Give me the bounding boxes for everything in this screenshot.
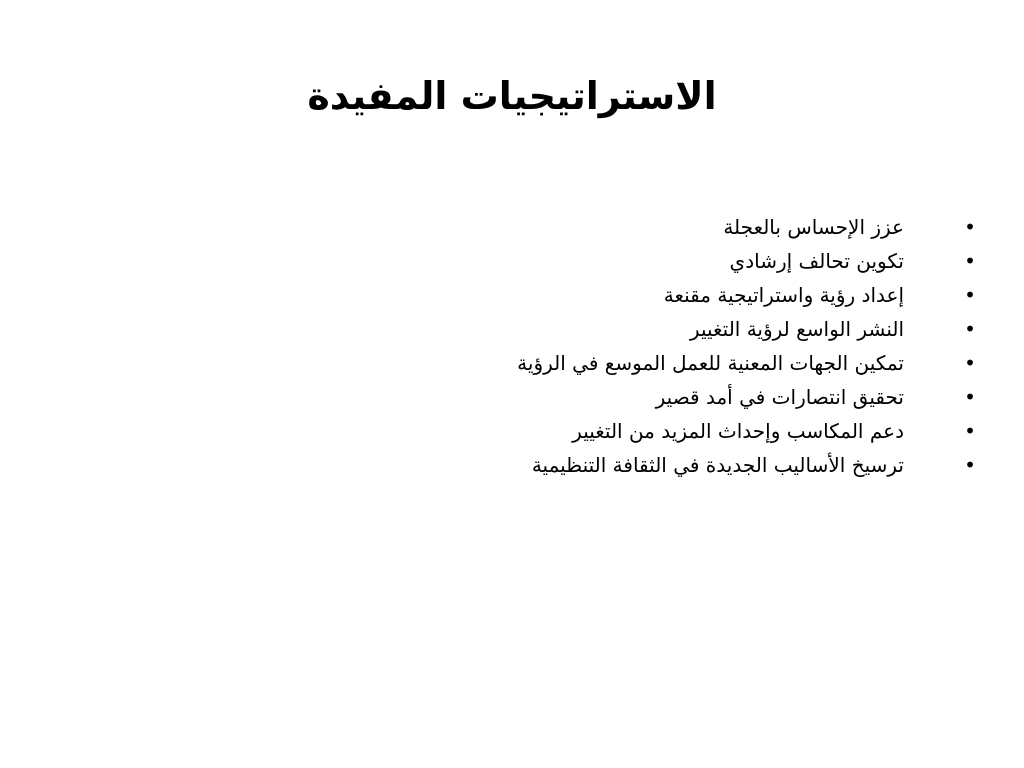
bullet-icon: •: [964, 215, 976, 239]
list-item: [60, 210, 980, 244]
bullet-icon: •: [964, 453, 976, 477]
list-item: [60, 312, 980, 346]
bullet-icon: •: [964, 317, 976, 341]
list-item-text: تحقيق انتصارات في أمد قصير: [655, 385, 904, 409]
slide-title: الاستراتيجيات المفيدة: [307, 74, 717, 118]
list-item-text: ترسيخ الأساليب الجديدة في الثقافة التنظيمية: [531, 453, 904, 477]
bullet-icon: •: [964, 351, 976, 375]
bullet-icon: •: [964, 249, 976, 273]
bullet-icon: •: [964, 385, 976, 409]
list-item: [60, 448, 980, 482]
list-item-text: إعداد رؤية واستراتيجية مقنعة: [663, 283, 904, 307]
list-item: [60, 278, 980, 312]
list-item-text: النشر الواسع لرؤية التغيير: [689, 317, 904, 341]
list-item-text: تمكين الجهات المعنية للعمل الموسع في الرؤية: [517, 351, 904, 375]
list-item: [60, 346, 980, 380]
list-item: [60, 380, 980, 414]
list-item-text: دعم المكاسب وإحداث المزيد من التغيير: [572, 419, 904, 443]
list-item-text: عزز الإحساس بالعجلة: [723, 215, 904, 239]
list-item: [60, 244, 980, 278]
list-item: [60, 414, 980, 448]
list-item-text: تكوين تحالف إرشادي: [729, 249, 904, 273]
bullet-icon: •: [964, 283, 976, 307]
bullet-list: [60, 210, 980, 482]
bullet-icon: •: [964, 419, 976, 443]
